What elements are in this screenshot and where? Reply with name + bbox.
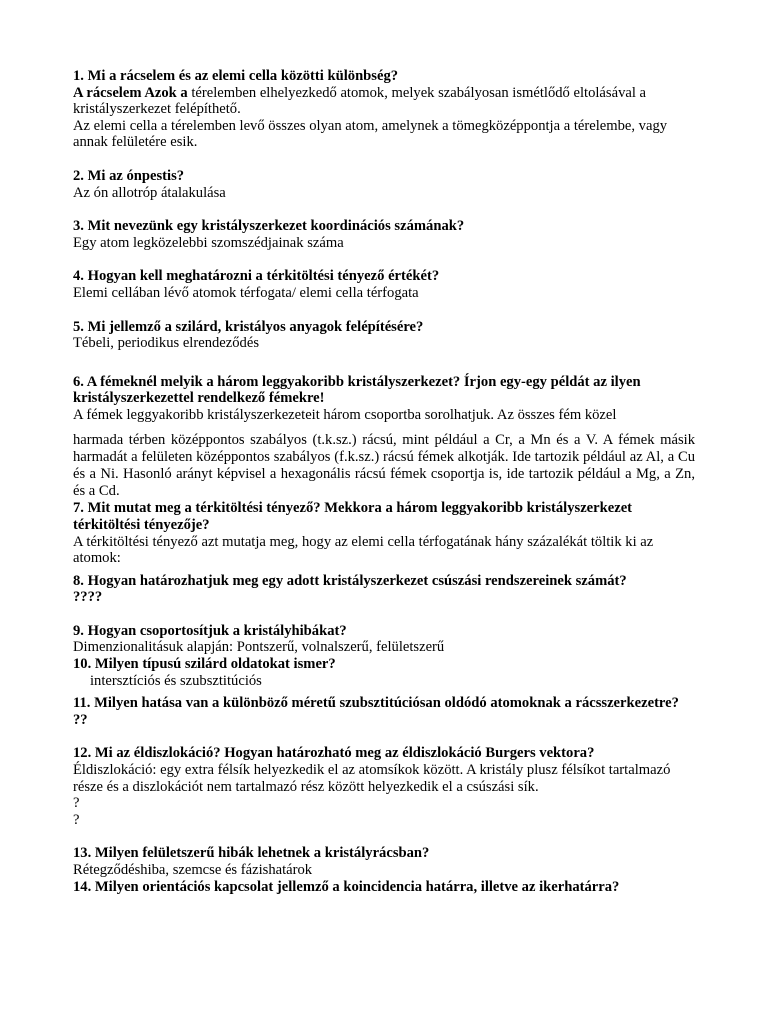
- question-14: 14. Milyen orientációs kapcsolat jellemző a koincidencia határra, illetve az ikerhatárra?: [73, 878, 620, 895]
- answer-1-bold-lead: A rácselem Azok a: [73, 84, 188, 101]
- answer-1-second: Az elemi cella a térelemben levő összes olyan atom, amelynek a tömegközéppontja a térelembe, vagy annak felületére esik.: [73, 117, 668, 151]
- answer-10: intersztíciós és szubsztitúciós: [90, 672, 262, 689]
- question-9: 9. Hogyan csoportosítjuk a kristályhibákat?: [73, 622, 347, 639]
- answer-3: Egy atom legközelebbi szomszédjainak száma: [73, 234, 344, 251]
- answer-6-first: A fémek leggyakoribb kristályszerkezeteit három csoportba sorolhatjuk. Az összes fém közel: [73, 406, 617, 423]
- answer-1-text: térelemben elhelyezkedő atomok, melyek szabályosan ismétlődő eltolásával a kristályszerkezet felépíthető.: [73, 84, 647, 118]
- answer-12-mark-1: ?: [73, 795, 80, 812]
- answer-11: ??: [73, 711, 88, 728]
- answer-8: ????: [73, 589, 103, 606]
- question-13: 13. Milyen felületszerű hibák lehetnek a kristályrácsban?: [73, 845, 430, 862]
- answer-7: A térkitöltési tényező azt mutatja meg, hogy az elemi cella térfogatának hány százalékát töltik ki az atomok:: [73, 533, 654, 567]
- question-1: 1. Mi a rácselem és az elemi cella közötti különbség?: [73, 68, 399, 84]
- answer-6-second: harmada térben középpontos szabályos (t.k.sz.) rácsú, mint például a Cr, a Mn és a V. A fémek másik harmadát a felületen középpontos szabályos (f.k.sz.) rácsú fémek alkotják. Ide tartozik például az Al, a Cu és a Ni. Hasonló arányt képvisel a hexagonális rácsú fémek csoportja is, ide tartozik például a Mg, a Zn, és a Cd.: [73, 431, 695, 500]
- answer-9: Dimenzionalitásuk alapján: Pontszerű, volnalszerű, felületszerű: [73, 639, 445, 656]
- question-4: 4. Hogyan kell meghatározni a térkitöltési tényező értékét?: [73, 268, 440, 285]
- answer-12-mark-2: ?: [73, 811, 80, 828]
- question-12: 12. Mi az éldiszlokáció? Hogyan határozható meg az éldiszlokáció Burgers vektora?: [73, 745, 595, 762]
- question-6: 6. A fémeknél melyik a három leggyakoribb kristályszerkezet? Írjon egy-egy példát az ilyen kristályszerkezettel rendelkező fémekre!: [73, 373, 641, 407]
- question-8: 8. Hogyan határozhatjuk meg egy adott kristályszerkezet csúszási rendszereinek számát?: [73, 572, 627, 589]
- answer-13: Rétegződéshiba, szemcse és fázishatárok: [73, 862, 313, 878]
- question-11: 11. Milyen hatása van a különböző méretű szubsztitúciósan oldódó atomoknak a rácsszerkezetre?: [73, 695, 679, 712]
- answer-5: Tébeli, periodikus elrendeződés: [73, 335, 259, 352]
- question-3: 3. Mit nevezünk egy kristályszerkezet koordinációs számának?: [73, 218, 465, 235]
- question-5: 5. Mi jellemző a szilárd, kristályos anyagok felépítésére?: [73, 318, 424, 335]
- answer-12: Éldiszlokáció: egy extra félsík helyezkedik el az atomsíkok között. A kristály plusz félsíkot tartalmazó része és a diszlokációt nem tartalmazó rész között helyezkedik el a csúszási sík.: [73, 762, 671, 795]
- question-10: 10. Milyen típusú szilárd oldatokat ismer?: [73, 656, 336, 673]
- answer-1: [73, 85, 695, 118]
- document-body: [73, 68, 695, 895]
- answer-4: Elemi cellában lévő atomok térfogata/ elemi cella térfogata: [73, 284, 419, 301]
- question-2: 2. Mi az ónpestis?: [73, 167, 185, 184]
- answer-2: Az ón allotróp átalakulása: [73, 184, 226, 201]
- question-7: 7. Mit mutat meg a térkitöltési tényező? Mekkora a három leggyakoribb kristályszerkezet térkitöltési tényezője?: [73, 500, 633, 533]
